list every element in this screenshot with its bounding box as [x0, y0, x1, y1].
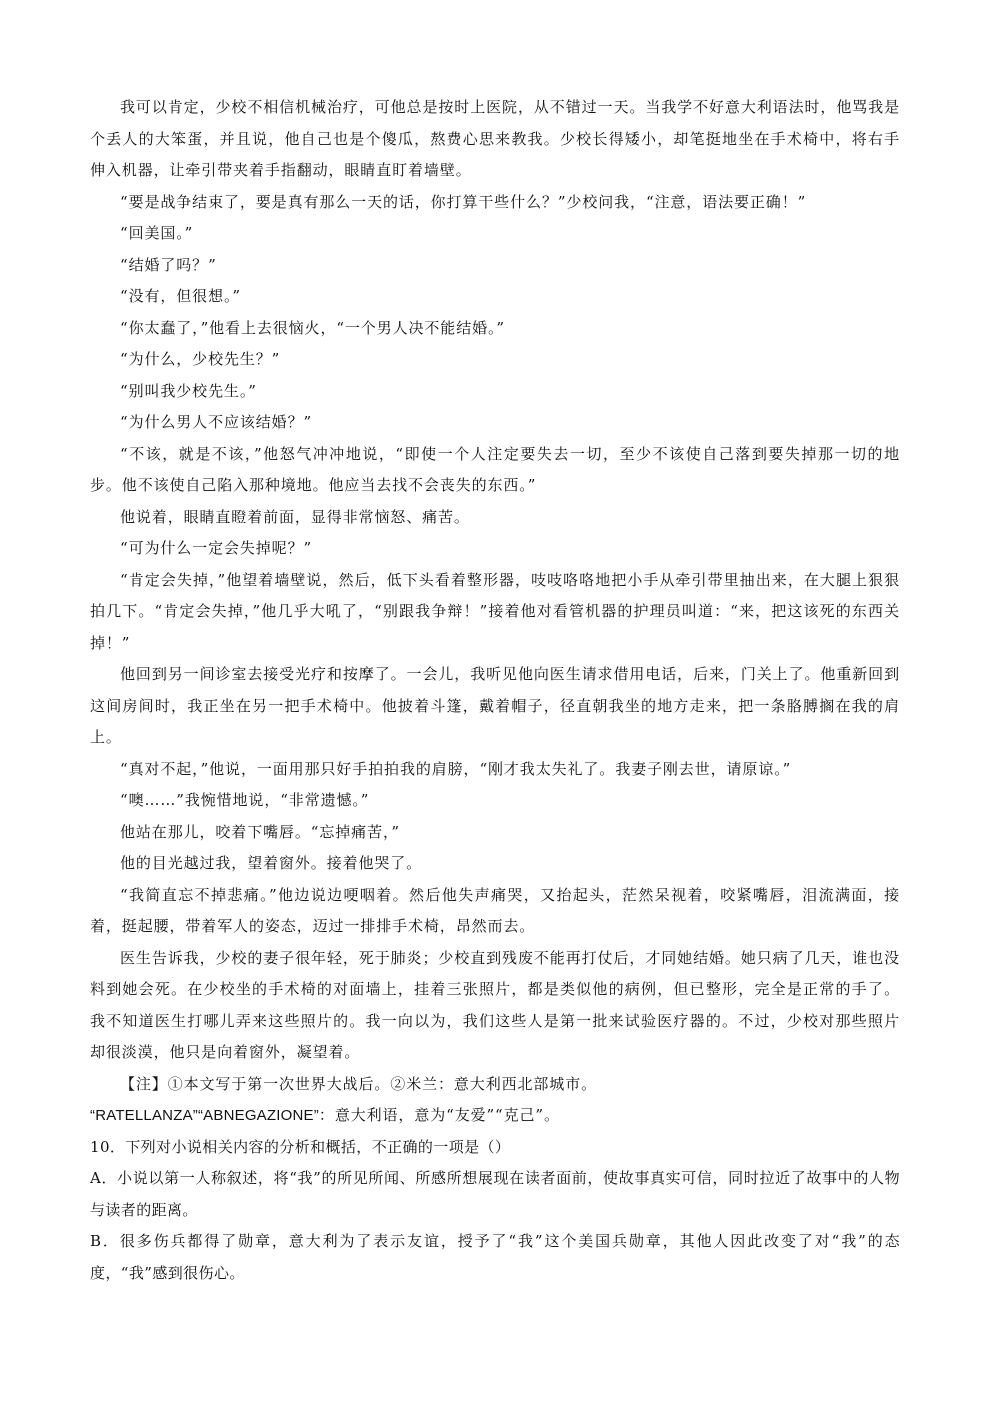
story-paragraph-8: “别叫我少校先生。” — [120, 381, 257, 400]
story-paragraph-11: 他说着，眼睛直瞪着前面，显得非常恼怒、痛苦。 — [120, 507, 470, 526]
story-paragraph-18: 他的目光越过我，望着窗外。接着他哭了。 — [120, 854, 423, 872]
story-paragraph-20: 医生告诉我，少校的妻子很年轻，死于肺炎；少校直到残废不能再打仗后，才同她结婚。她只病了几天，谁也没料到她会死。在少校坐的手术椅的对面墙上，挂着三张照片，都是类似他的病例，但已整形，完全是正常的手了。我不知道医生打哪儿弄来这些照片的。我一向以为，我们这些人是第一批来试验医疗器的。不过，少校对那些照片却很淡漠，他只是向着窗外，凝望着。 — [90, 948, 900, 1061]
story-paragraph-6: “你太蠢了，”他看上去很恼火，“一个男人决不能结婚。” — [120, 318, 505, 337]
story-paragraph-4: “结婚了吗？” — [120, 255, 217, 274]
story-paragraph-5: “没有，但很想。” — [120, 287, 241, 305]
story-paragraph-3: “回美国。” — [120, 224, 194, 242]
story-paragraph-16: “噢……”我惋惜地说，“非常遗憾。” — [120, 791, 370, 809]
question-option-b: B．很多伤兵都得了勋章，意大利为了表示友谊，授予了“我”这个美国兵勋章，其他人因此改变了对“我”的态度，“我”感到很伤心。 — [90, 1232, 900, 1282]
story-paragraph-17: 他站在那儿，咬着下嘴唇。“忘掉痛苦，” — [120, 822, 400, 841]
document-page — [90, 92, 900, 1289]
story-paragraph-12: “可为什么一定会失掉呢？” — [120, 539, 313, 557]
story-paragraph-2: “要是战争结束了，要是真有那么一天的话，你打算干些什么？”少校问我，“注意，语法要正确！” — [120, 192, 807, 211]
footnote-latin-terms: “RATELLANZA”“ABNEGAZIONE” — [90, 1107, 319, 1124]
story-paragraph-7: “为什么，少校先生？” — [120, 350, 281, 368]
story-paragraph-19: “我简直忘不掉悲痛。”他边说边哽咽着。然后他失声痛哭，又抬起头，茫然呆视着，咬紧嘴唇，泪流满面，接着，挺起腰，带着军人的姿态，迈过一排排手术椅，昂然而去。 — [90, 885, 900, 935]
story-paragraph-13: “肯定会失掉，”他望着墙壁说，然后，低下头看着整形器，吱吱咯咯地把小手从牵引带里抽出来，在大腿上狠狠拍几下。“肯定会失掉，”他几乎大吼了，“别跟我争辩！”接着他对看管机器的护理员叫道：“来，把这该死的东西关掉！” — [90, 570, 900, 652]
footnote-line-2 — [90, 1100, 900, 1132]
question-option-a: A．小说以第一人称叙述，将“我”的所见所闻、所感所想展现在读者面前，使故事真实可信，同时拉近了故事中的人物与读者的距离。 — [90, 1169, 900, 1219]
story-paragraph-14: 他回到另一间诊室去接受光疗和按摩了。一会儿，我听见他向医生请求借用电话，后来，门关上了。他重新回到这间房间时，我正坐在另一把手术椅中。他披着斗篷，戴着帽子，径直朝我坐的地方走来，把一条胳膊搁在我的肩上。 — [90, 665, 900, 746]
question-stem: 10．下列对小说相关内容的分析和概括，不正确的一项是（） — [90, 1137, 511, 1156]
story-paragraph-10: “不该，就是不该，”他怒气冲冲地说，“即使一个人注定要失去一切，至少不该使自己落到要失掉那一切的地步。他不该使自己陷入那种境地。他应当去找不会丧失的东西。” — [90, 444, 900, 494]
story-paragraph-9: “为什么男人不应该结婚？” — [120, 413, 313, 431]
story-paragraph-1: 我可以肯定，少校不相信机械治疗，可他总是按时上医院，从不错过一天。当我学不好意大利语法时，他骂我是个丢人的大笨蛋，并且说，他自己也是个傻瓜，熬费心思来教我。少校长得矮小，却笔挺地坐在手术椅中，将右手伸入机器，让牵引带夹着手指翻动，眼睛直盯着墙壁。 — [90, 98, 900, 179]
footnote-definition: ：意大利语，意为“友爱”“克己”。 — [318, 1106, 560, 1124]
footnote-line-1: 【注】①本文写于第一次世界大战后。②米兰：意大利西北部城市。 — [120, 1074, 598, 1093]
story-paragraph-15: “真对不起，”他说，一面用那只好手拍拍我的肩膀，“刚才我太失礼了。我妻子刚去世，请原谅。” — [120, 759, 792, 778]
